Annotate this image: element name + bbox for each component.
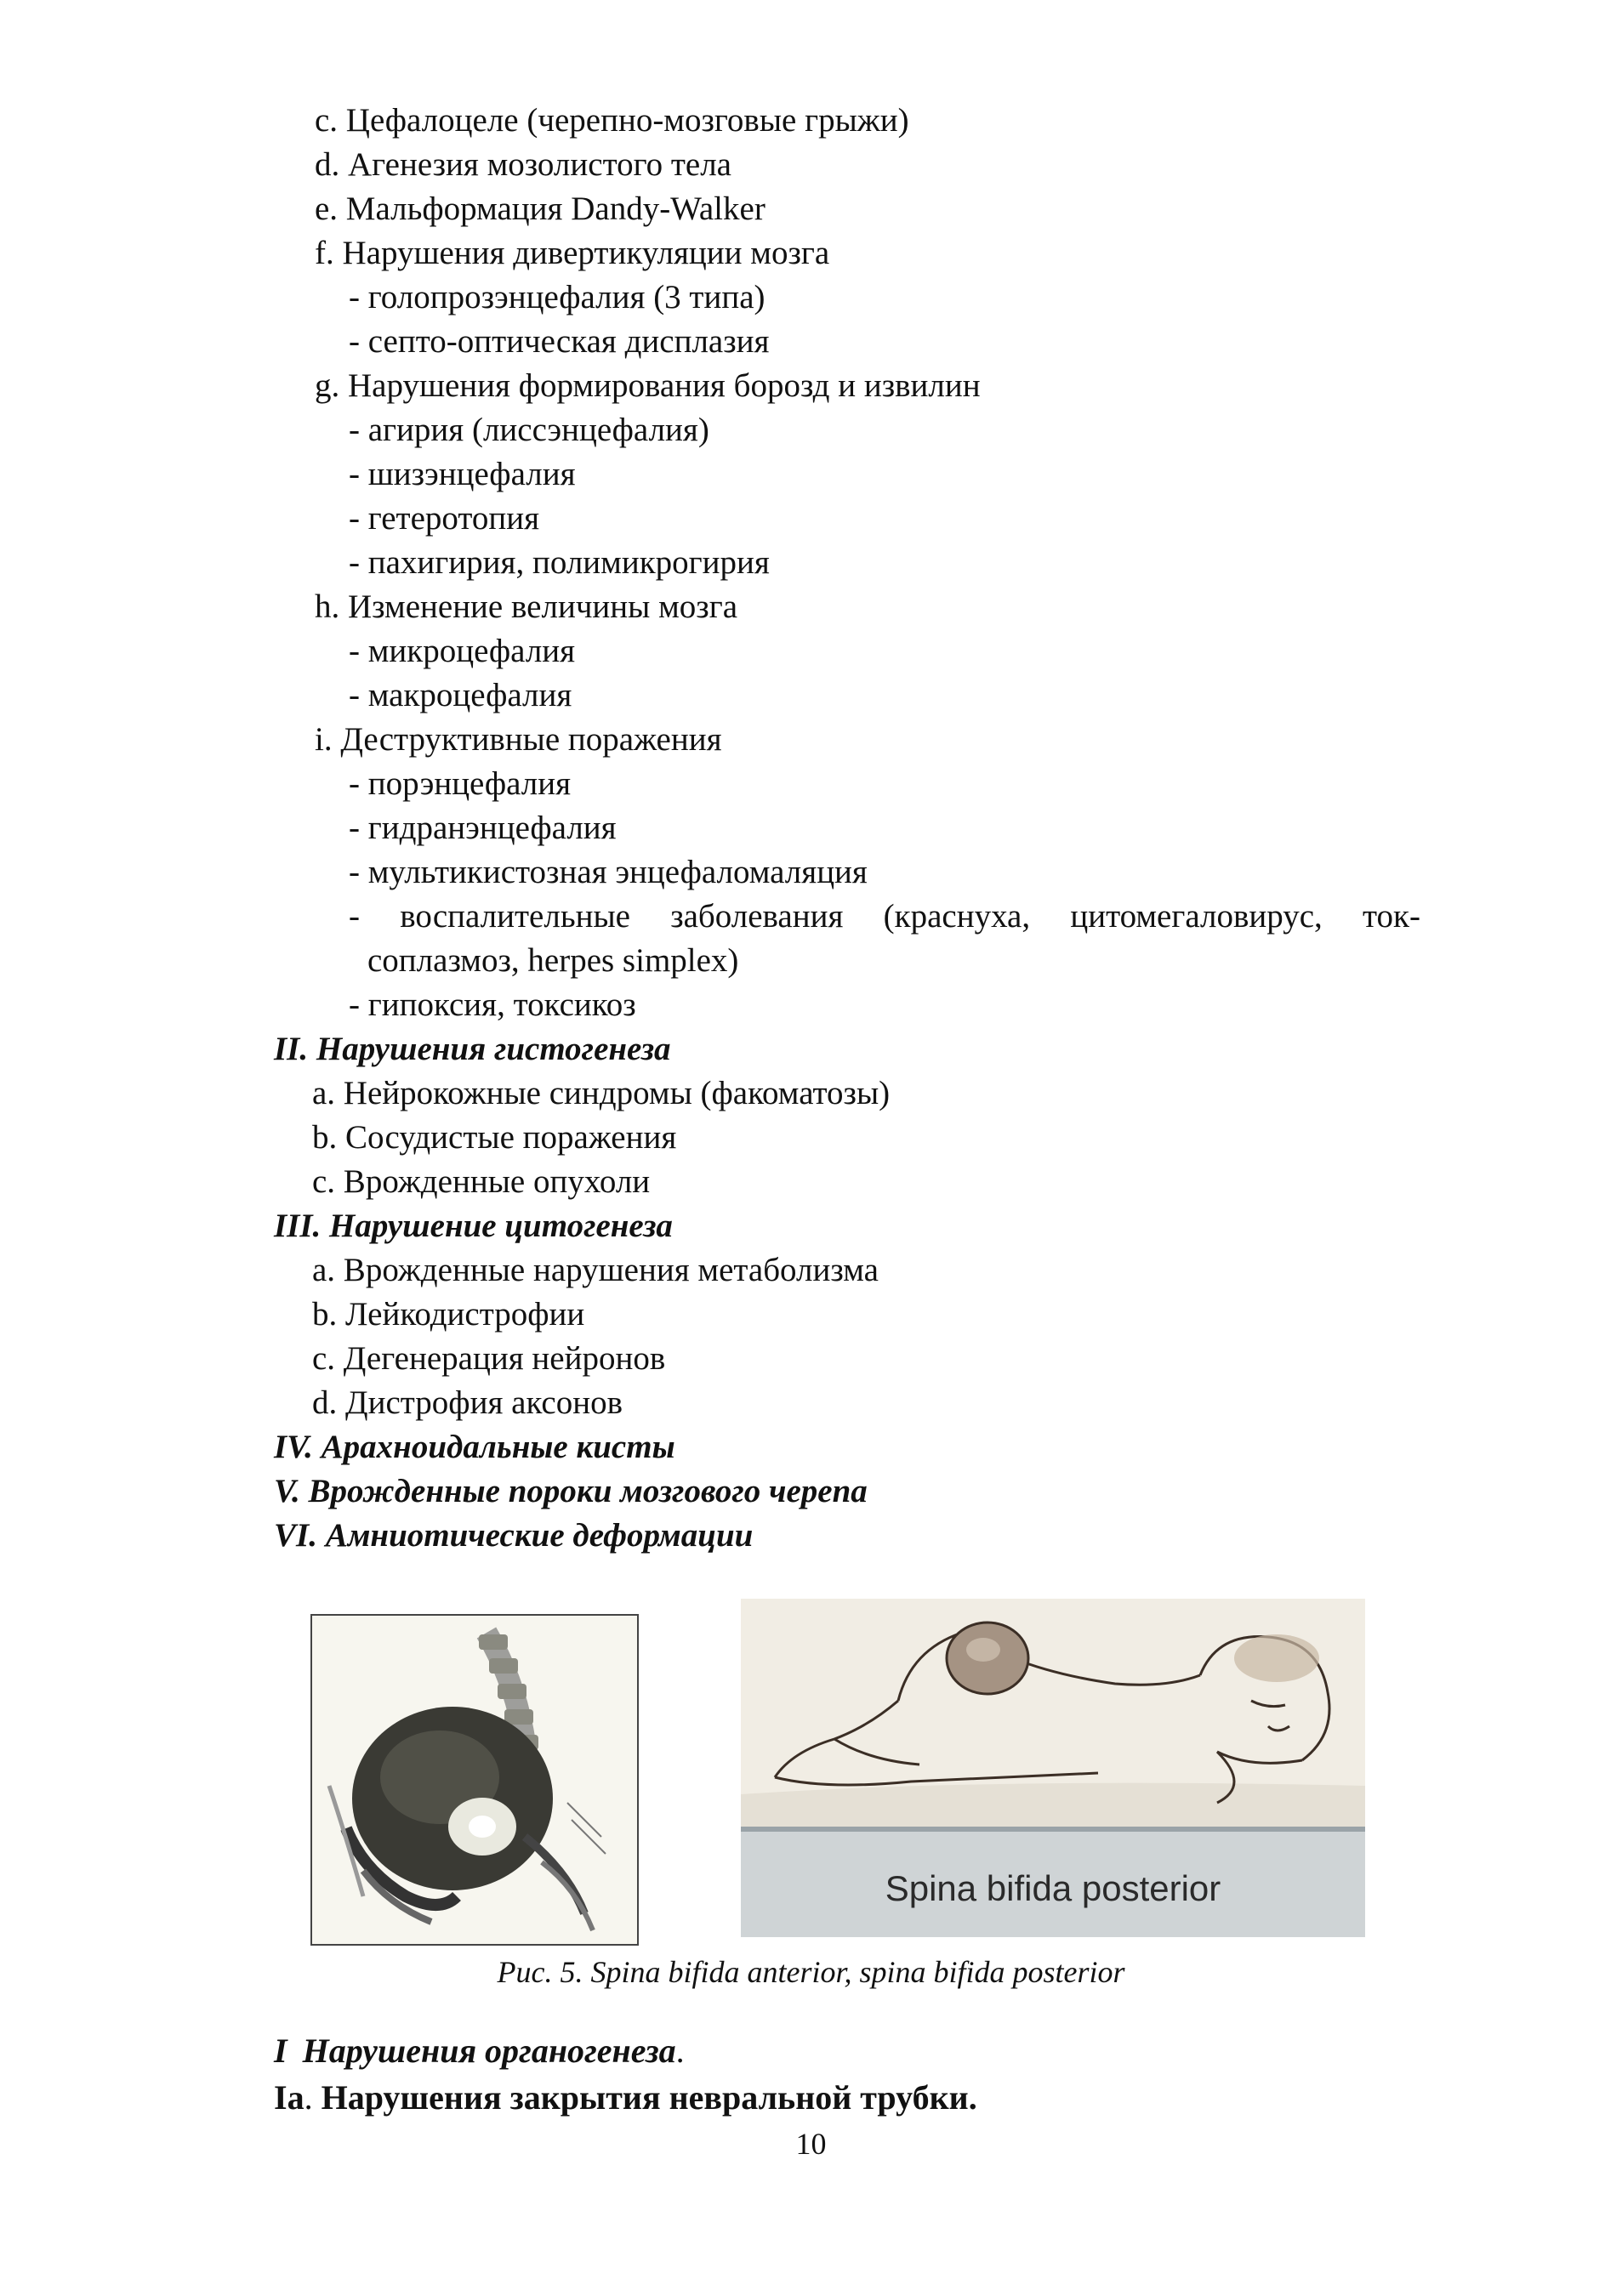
heading-neural-tube [274,2077,977,2117]
list-subitem: - воспалительные заболевания (краснуха, цитомегаловирус, ток- [349,898,1420,935]
list-subitem: - пахигирия, полимикрогирия [349,544,770,581]
list-item-h: h. Изменение величины мозга [315,588,738,625]
figure-spina-bifida-anterior [310,1614,639,1946]
list-item: d. Дистрофия аксонов [312,1384,623,1421]
page-number: 10 [795,2127,827,2161]
list-item-d: d. Агенезия мозолистого тела [315,146,731,183]
list-item: a. Врожденные нарушения метаболизма [312,1252,879,1288]
anatomy-illustration [312,1616,637,1944]
heading-neural-tube-numeral: Ia [274,2078,304,2117]
list-subitem: - септо-оптическая дисплазия [349,323,770,360]
list-subitem: - агирия (лиссэнцефалия) [349,412,709,448]
list-subitem: - микроцефалия [349,633,576,669]
list-item: b. Лейкодистрофии [312,1296,585,1333]
figure-caption: Рис. 5. Spina bifida anterior, spina bifida posterior [497,1955,1125,1989]
list-subitem: - гипоксия, токсикоз [349,986,636,1023]
infant-illustration [741,1599,1365,1937]
list-item: c. Дегенерация нейронов [312,1340,666,1377]
section-heading-v: V. Врожденные пороки мозгового черепа [274,1473,868,1509]
heading-neural-tube-title: Нарушения закрытия невральной трубки. [312,2078,977,2117]
heading-organogenesis-dot: . [675,2032,685,2070]
list-item-g: g. Нарушения формирования борозд и извилин [315,367,981,404]
figure-spina-bifida-posterior [741,1599,1365,1937]
figure-label: Spina bifida posterior [885,1868,1221,1908]
section-heading-iv: IV. Арахноидальные кисты [274,1429,675,1465]
heading-organogenesis-title: Нарушения органогенеза [302,2032,676,2070]
list-subitem-continuation: соплазмоз, herpes simplex) [367,942,739,979]
list-item: c. Врожденные опухоли [312,1163,651,1200]
section-heading-ii: II. Нарушения гистогенеза [274,1031,671,1067]
heading-neural-tube-dot: . [304,2078,313,2117]
list-subitem: - голопрозэнцефалия (3 типа) [349,279,765,315]
heading-organogenesis-numeral: I [274,2032,287,2070]
list-subitem: - гетеротопия [349,500,540,537]
list-subitem: - мультикистозная энцефаломаляция [349,854,868,890]
list-item-e: e. Мальформация Dandy-Walker [315,190,765,227]
section-heading-iii: III. Нарушение цитогенеза [274,1208,673,1244]
list-item: b. Сосудистые поражения [312,1119,677,1156]
list-item-i: i. Деструктивные поражения [315,721,722,758]
list-subitem: - шизэнцефалия [349,456,576,492]
heading-organogenesis [274,2031,685,2071]
section-heading-vi: VI. Амниотические деформации [274,1517,754,1554]
list-item: a. Нейрокожные синдромы (факоматозы) [312,1075,891,1111]
list-subitem: - гидранэнцефалия [349,810,617,846]
list-item-c: c. Цефалоцеле (черепно-мозговые грыжи) [315,102,909,139]
list-subitem: - макроцефалия [349,677,572,713]
list-subitem: - порэнцефалия [349,765,572,802]
list-item-f: f. Нарушения дивертикуляции мозга [315,235,830,271]
